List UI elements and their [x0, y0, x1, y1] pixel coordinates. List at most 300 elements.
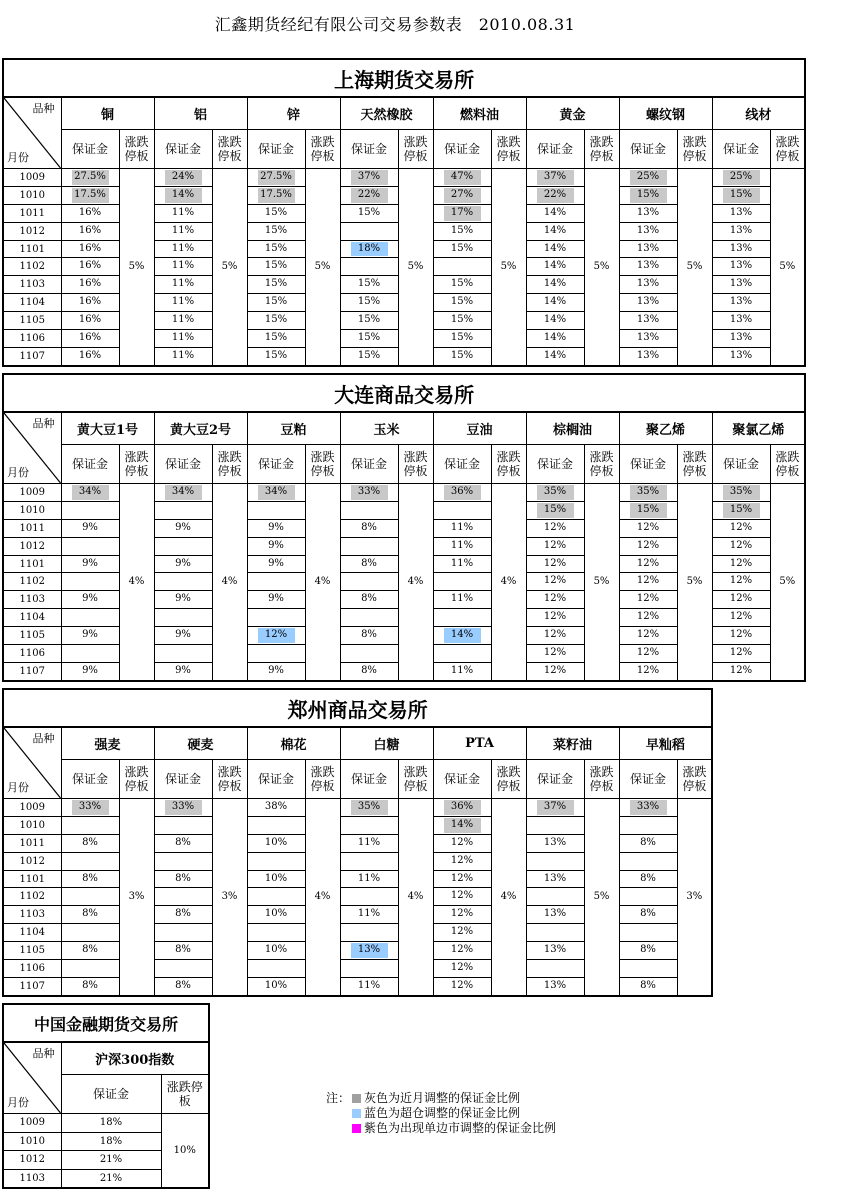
margin-value: 13%: [636, 332, 660, 343]
margin-cell: [340, 276, 398, 294]
margin-cell: [61, 924, 119, 942]
margin-cell: [247, 573, 305, 591]
margin-cell: [433, 609, 491, 627]
margin-cell: [61, 591, 119, 609]
margin-value: 37%: [537, 800, 574, 815]
margin-cell: [712, 294, 770, 312]
margin-cell: [433, 312, 491, 330]
month-label: 月份: [7, 1096, 29, 1109]
margin-cell: [433, 942, 491, 960]
limit-cell: 4%: [491, 484, 526, 681]
margin-value: 13%: [729, 296, 753, 308]
product-name: 天然橡胶: [340, 97, 433, 130]
month-label: 月份: [7, 781, 29, 794]
month-cell: 1102: [3, 888, 61, 906]
margin-value: 34%: [165, 485, 202, 500]
product-name: 棕榈油: [526, 412, 619, 445]
margin-value: 11%: [171, 260, 195, 272]
margin-value: 12%: [450, 979, 474, 991]
margin-header: 保证金: [526, 760, 584, 799]
margin-cell: [61, 1151, 161, 1170]
limit-cell: 4%: [212, 484, 247, 681]
product-name: 豆粕: [247, 412, 340, 445]
margin-cell: [154, 888, 212, 906]
margin-cell: [61, 627, 119, 645]
margin-cell: [61, 960, 119, 978]
margin-cell: [433, 294, 491, 312]
margin-value: 16%: [78, 260, 102, 272]
margin-value: 16%: [78, 242, 102, 254]
margin-cell: [61, 870, 119, 888]
margin-cell: [619, 204, 677, 222]
limit-cell: 4%: [119, 484, 154, 681]
margin-cell: [340, 222, 398, 240]
margin-cell: [526, 816, 584, 834]
margin-cell: [526, 977, 584, 995]
header-corner: [3, 97, 61, 169]
margin-header: 保证金: [154, 445, 212, 484]
month-cell: 1009: [3, 799, 61, 817]
margin-value: 9%: [175, 664, 191, 676]
margin-cell: [61, 294, 119, 312]
margin-cell: [61, 834, 119, 852]
margin-value: 12%: [543, 575, 567, 587]
exchange-title: 大连商品交易所: [3, 374, 805, 412]
margin-cell: [340, 555, 398, 573]
margin-cell: [247, 906, 305, 924]
margin-cell: [619, 834, 677, 852]
margin-cell: [712, 312, 770, 330]
margin-value: 15%: [264, 260, 288, 272]
margin-cell: [619, 852, 677, 870]
month-cell: 1009: [3, 169, 61, 187]
margin-cell: [247, 204, 305, 222]
margin-cell: [712, 186, 770, 204]
margin-cell: [526, 186, 584, 204]
limit-header: 涨跌停板: [305, 130, 340, 169]
margin-cell: [154, 573, 212, 591]
margin-value: 15%: [264, 206, 288, 218]
margin-value: 13%: [729, 206, 753, 218]
margin-cell: [526, 204, 584, 222]
margin-cell: [154, 816, 212, 834]
month-cell: 1106: [3, 645, 61, 663]
margin-cell: [526, 609, 584, 627]
margin-value: 12%: [450, 890, 474, 902]
margin-cell: [433, 591, 491, 609]
margin-cell: [712, 222, 770, 240]
margin-value: 15%: [264, 314, 288, 326]
margin-value: 12%: [729, 557, 753, 569]
margin-value: 12%: [636, 521, 660, 533]
limit-cell: 4%: [305, 484, 340, 681]
margin-cell: [433, 852, 491, 870]
margin-header: 保证金: [247, 445, 305, 484]
margin-header: 保证金: [247, 130, 305, 169]
margin-value: 21%: [99, 1154, 123, 1165]
margin-cell: [340, 942, 398, 960]
margin-value: 16%: [78, 278, 102, 290]
margin-value: 22%: [351, 188, 388, 203]
margin-cell: [526, 347, 584, 365]
margin-value: 17.5%: [258, 188, 295, 203]
margin-value: 11%: [171, 349, 195, 361]
month-cell: 1012: [3, 222, 61, 240]
margin-cell: [619, 222, 677, 240]
margin-cell: [433, 276, 491, 294]
margin-value: 8%: [82, 872, 98, 884]
margin-cell: [526, 294, 584, 312]
margin-cell: [61, 330, 119, 348]
margin-cell: [712, 573, 770, 591]
margin-cell: [340, 573, 398, 591]
margin-value: 12%: [636, 664, 660, 676]
limit-header: 涨跌停板: [770, 445, 805, 484]
margin-cell: [433, 186, 491, 204]
margin-header: 保证金: [526, 445, 584, 484]
margin-cell: [526, 573, 584, 591]
limit-header: 涨跌停板: [677, 445, 712, 484]
margin-value: 9%: [268, 557, 284, 569]
margin-value: 15%: [450, 224, 474, 236]
margin-header: 保证金: [61, 445, 119, 484]
margin-value: 33%: [351, 485, 388, 500]
month-cell: 1104: [3, 609, 61, 627]
margin-value: 13%: [636, 349, 660, 361]
margin-value: 8%: [175, 836, 191, 848]
margin-header: 保证金: [619, 130, 677, 169]
month-cell: 1107: [3, 662, 61, 680]
margin-value: 12%: [729, 611, 753, 623]
margin-cell: [154, 330, 212, 348]
margin-cell: [712, 258, 770, 276]
exchange-table-dce: [2, 373, 806, 682]
limit-cell: 5%: [584, 799, 619, 996]
margin-cell: [619, 294, 677, 312]
limit-header: 涨跌停板: [212, 130, 247, 169]
margin-value: 11%: [171, 278, 195, 290]
limit-cell: 4%: [398, 799, 433, 996]
margin-cell: [247, 977, 305, 995]
margin-cell: [247, 924, 305, 942]
margin-cell: [247, 870, 305, 888]
limit-cell: 4%: [491, 799, 526, 996]
limit-header: 涨跌停板: [398, 760, 433, 799]
margin-value: 15%: [450, 332, 474, 343]
margin-cell: [433, 555, 491, 573]
margin-value: 11%: [171, 224, 195, 236]
product-name: 棉花: [247, 727, 340, 760]
limit-header: 涨跌停板: [305, 760, 340, 799]
limit-cell: 5%: [212, 169, 247, 366]
margin-value: 12%: [450, 854, 474, 866]
margin-cell: [247, 942, 305, 960]
margin-value: 11%: [450, 664, 474, 676]
margin-header: 保证金: [712, 445, 770, 484]
margin-value: 12%: [729, 629, 753, 641]
limit-header: 涨跌停板: [119, 445, 154, 484]
margin-value: 8%: [175, 944, 191, 956]
margin-value: 8%: [175, 979, 191, 991]
margin-cell: [340, 662, 398, 680]
legend-swatch-gray: [352, 1094, 361, 1103]
margin-cell: [247, 258, 305, 276]
margin-value: 10%: [264, 979, 288, 991]
margin-header: 保证金: [61, 760, 119, 799]
margin-value: 14%: [543, 242, 567, 254]
margin-cell: [712, 276, 770, 294]
margin-value: 9%: [82, 557, 98, 569]
margin-cell: [154, 312, 212, 330]
month-label: 月份: [7, 151, 29, 164]
margin-value: 14%: [444, 818, 481, 833]
margin-cell: [61, 662, 119, 680]
margin-cell: [526, 942, 584, 960]
month-cell: 1009: [3, 1114, 61, 1133]
margin-header: 保证金: [154, 130, 212, 169]
margin-cell: [247, 169, 305, 187]
margin-value: 13%: [543, 836, 567, 848]
margin-value: 9%: [268, 664, 284, 676]
exchange-title: 郑州商品交易所: [3, 689, 712, 727]
margin-cell: [433, 816, 491, 834]
month-label: 月份: [7, 466, 29, 479]
margin-cell: [712, 169, 770, 187]
margin-cell: [247, 627, 305, 645]
margin-value: 13%: [636, 296, 660, 308]
margin-cell: [247, 222, 305, 240]
margin-value: 35%: [630, 485, 667, 500]
margin-value: 12%: [636, 629, 660, 641]
margin-value: 12%: [636, 593, 660, 605]
margin-header: 保证金: [61, 130, 119, 169]
margin-cell: [526, 276, 584, 294]
margin-cell: [340, 347, 398, 365]
margin-cell: [619, 870, 677, 888]
margin-cell: [340, 258, 398, 276]
margin-value: 16%: [78, 296, 102, 308]
legend-text-blue: 蓝色为超仓调整的保证金比例: [364, 1106, 521, 1120]
product-name: 线材: [712, 97, 805, 130]
month-cell: 1106: [3, 330, 61, 348]
margin-value: 33%: [72, 800, 109, 815]
product-name: 玉米: [340, 412, 433, 445]
margin-cell: [526, 645, 584, 663]
margin-value: 13%: [351, 943, 388, 958]
margin-value: 9%: [82, 664, 98, 676]
legend-text-gray: 灰色为近月调整的保证金比例: [364, 1091, 521, 1105]
margin-value: 8%: [640, 872, 656, 884]
margin-cell: [61, 799, 119, 817]
margin-value: 27%: [444, 188, 481, 203]
margin-value: 10%: [264, 872, 288, 884]
margin-value: 9%: [82, 593, 98, 605]
margin-value: 13%: [636, 224, 660, 236]
margin-value: 12%: [258, 628, 295, 643]
margin-value: 9%: [268, 539, 284, 551]
margin-value: 37%: [351, 170, 388, 185]
margin-value: 16%: [78, 332, 102, 343]
limit-cell: 4%: [398, 484, 433, 681]
margin-cell: [61, 276, 119, 294]
margin-cell: [433, 347, 491, 365]
margin-value: 12%: [729, 664, 753, 676]
margin-cell: [619, 573, 677, 591]
margin-cell: [712, 347, 770, 365]
limit-cell: 3%: [677, 799, 712, 996]
month-cell: 1012: [3, 852, 61, 870]
margin-cell: [340, 312, 398, 330]
limit-cell: 3%: [212, 799, 247, 996]
margin-cell: [247, 519, 305, 537]
month-cell: 1105: [3, 312, 61, 330]
margin-value: 8%: [361, 521, 377, 533]
margin-cell: [619, 816, 677, 834]
margin-value: 13%: [729, 314, 753, 326]
margin-value: 15%: [357, 332, 381, 343]
margin-cell: [247, 888, 305, 906]
margin-value: 12%: [729, 575, 753, 587]
limit-cell: 5%: [584, 169, 619, 366]
exchange-table-cffex: [2, 1003, 210, 1189]
limit-header: 涨跌停板: [491, 760, 526, 799]
legend-text-magenta: 紫色为出现单边市调整的保证金比例: [364, 1121, 557, 1135]
margin-value: 22%: [537, 188, 574, 203]
margin-value: 14%: [543, 314, 567, 326]
margin-cell: [247, 330, 305, 348]
margin-cell: [526, 924, 584, 942]
limit-header: 涨跌停板: [305, 445, 340, 484]
margin-cell: [340, 240, 398, 258]
margin-cell: [433, 924, 491, 942]
margin-cell: [712, 484, 770, 502]
margin-cell: [619, 609, 677, 627]
product-name: 菜籽油: [526, 727, 619, 760]
margin-cell: [247, 347, 305, 365]
margin-value: 13%: [729, 224, 753, 236]
margin-cell: [154, 645, 212, 663]
margin-cell: [619, 591, 677, 609]
margin-cell: [712, 519, 770, 537]
margin-cell: [526, 662, 584, 680]
legend-prefix: 注：: [326, 1091, 351, 1105]
product-name: PTA: [433, 727, 526, 760]
margin-value: 12%: [729, 647, 753, 658]
margin-value: 13%: [543, 908, 567, 920]
margin-value: 16%: [78, 349, 102, 361]
margin-value: 15%: [264, 242, 288, 254]
margin-value: 33%: [165, 800, 202, 815]
margin-value: 15%: [723, 503, 760, 518]
product-name: 燃料油: [433, 97, 526, 130]
margin-cell: [247, 834, 305, 852]
margin-value: 12%: [450, 944, 474, 956]
margin-cell: [526, 906, 584, 924]
margin-value: 13%: [636, 278, 660, 290]
margin-cell: [526, 799, 584, 817]
month-cell: 1011: [3, 834, 61, 852]
limit-header: 涨跌停板: [119, 760, 154, 799]
limit-cell: 4%: [305, 799, 340, 996]
exchange-title: 中国金融期货交易所: [3, 1004, 209, 1042]
margin-cell: [619, 924, 677, 942]
margin-value: 8%: [640, 979, 656, 991]
limit-cell: 5%: [305, 169, 340, 366]
margin-value: 12%: [636, 647, 660, 658]
margin-cell: [340, 330, 398, 348]
limit-cell: 10%: [161, 1114, 209, 1189]
month-cell: 1107: [3, 347, 61, 365]
margin-cell: [340, 501, 398, 519]
margin-cell: [433, 501, 491, 519]
table-row: [3, 799, 712, 817]
margin-cell: [154, 294, 212, 312]
product-name: 聚氯乙烯: [712, 412, 805, 445]
limit-header: 涨跌停板: [491, 130, 526, 169]
margin-cell: [61, 519, 119, 537]
margin-value: 13%: [729, 332, 753, 343]
margin-value: 8%: [361, 629, 377, 641]
margin-cell: [619, 799, 677, 817]
margin-cell: [61, 537, 119, 555]
margin-header: 保证金: [619, 445, 677, 484]
month-cell: 1012: [3, 1151, 61, 1170]
margin-cell: [619, 240, 677, 258]
margin-value: 13%: [729, 242, 753, 254]
limit-header: 涨跌停板: [584, 130, 619, 169]
margin-cell: [619, 627, 677, 645]
margin-cell: [433, 537, 491, 555]
margin-cell: [61, 484, 119, 502]
margin-cell: [154, 258, 212, 276]
margin-value: 15%: [357, 314, 381, 326]
margin-value: 15%: [450, 314, 474, 326]
margin-value: 13%: [729, 278, 753, 290]
margin-cell: [340, 537, 398, 555]
margin-cell: [619, 347, 677, 365]
limit-header: 涨跌停板: [398, 130, 433, 169]
margin-value: 18%: [99, 1135, 123, 1147]
margin-value: 14%: [543, 332, 567, 343]
margin-value: 12%: [450, 926, 474, 938]
margin-header: 保证金: [433, 760, 491, 799]
margin-cell: [247, 501, 305, 519]
margin-value: 11%: [357, 979, 381, 991]
margin-value: 10%: [264, 836, 288, 848]
table-row: [3, 1114, 209, 1133]
margin-cell: [619, 258, 677, 276]
product-name: 铜: [61, 97, 154, 130]
margin-cell: [526, 519, 584, 537]
margin-cell: [433, 799, 491, 817]
margin-value: 38%: [264, 800, 288, 812]
margin-value: 8%: [640, 908, 656, 920]
margin-value: 8%: [640, 944, 656, 956]
limit-cell: 3%: [119, 799, 154, 996]
margin-cell: [61, 573, 119, 591]
margin-cell: [526, 591, 584, 609]
margin-cell: [433, 645, 491, 663]
margin-value: 12%: [543, 664, 567, 676]
legend-swatch-blue: [352, 1109, 361, 1118]
margin-value: 15%: [450, 296, 474, 308]
margin-cell: [712, 537, 770, 555]
margin-cell: [61, 888, 119, 906]
margin-value: 15%: [450, 349, 474, 361]
margin-value: 25%: [723, 170, 760, 185]
margin-cell: [61, 609, 119, 627]
limit-header: 涨跌停板: [119, 130, 154, 169]
